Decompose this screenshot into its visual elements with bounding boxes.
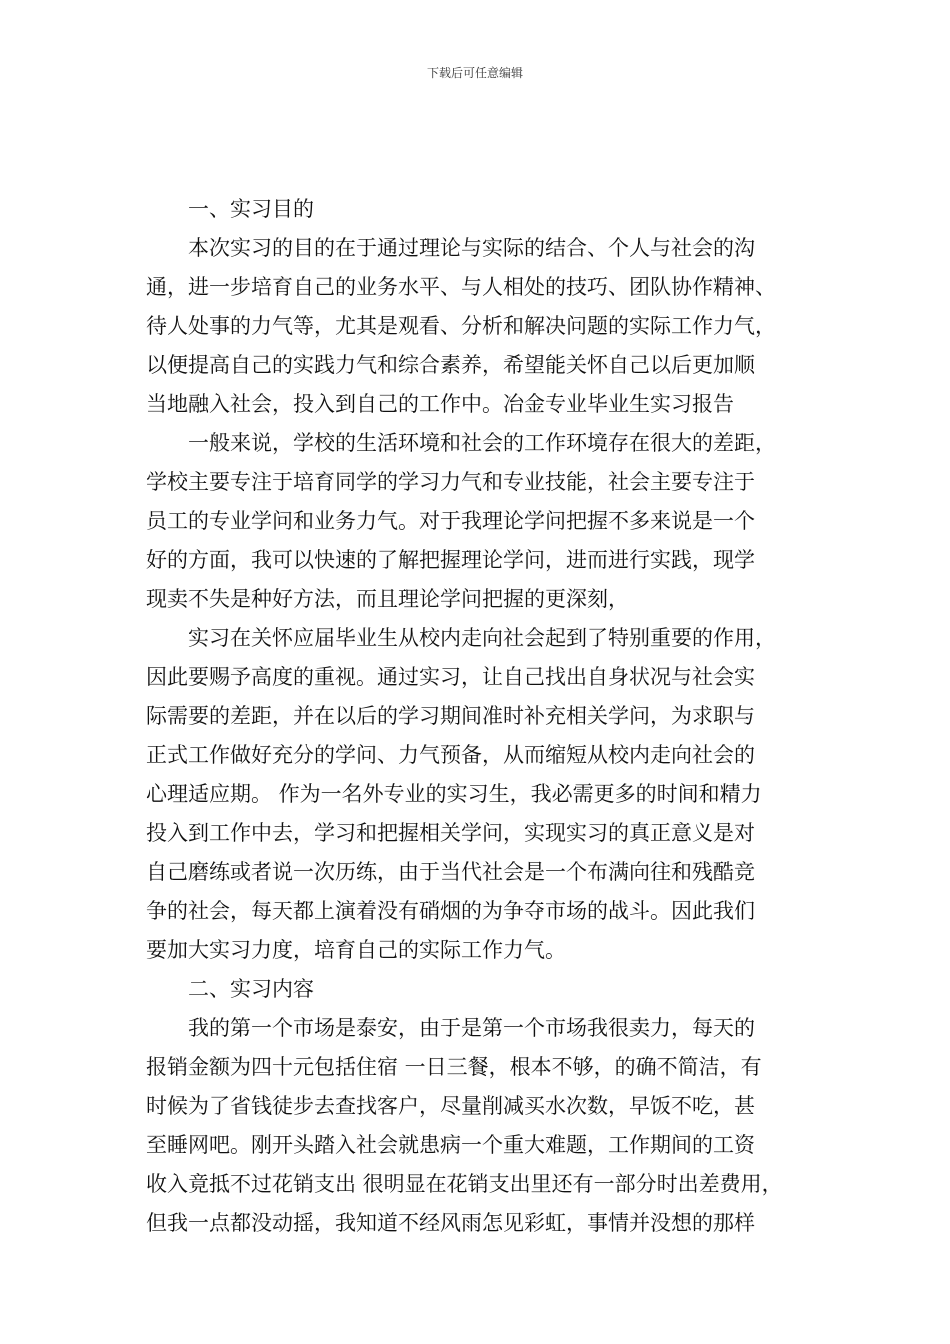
text-line: 自己磨练或者说一次历练，由于当代社会是一个布满向往和残酷竞 [146, 860, 755, 884]
text-line: 争的社会，每天都上演着没有硝烟的为争夺市场的战斗。因此我们 [146, 899, 755, 923]
text-line: 至睡网吧。刚开头踏入社会就患病一个重大难题，工作期间的工资 [146, 1133, 755, 1157]
text-line: 实习在关怀应届毕业生从校内走向社会起到了特别重要的作用， [188, 626, 776, 650]
text-line: 心理适应期。 作为一名外专业的实习生，我必需更多的时间和精力 [146, 782, 762, 806]
text-line: 但我一点都没动摇，我知道不经风雨怎见彩虹，事情并没想的那样 [146, 1211, 755, 1235]
text-line: 通，进一步培育自己的业务水平、与人相处的技巧、团队协作精神、 [146, 275, 776, 299]
text-line: 报销金额为四十元包括住宿 一日三餐，根本不够，的确不简洁，有 [146, 1055, 762, 1079]
text-line: 我的第一个市场是泰安，由于是第一个市场我很卖力，每天的 [188, 1016, 755, 1040]
text-line: 待人处事的力气等，尤其是观看、分析和解决问题的实际工作力气， [146, 314, 776, 338]
text-line: 二、实习内容 [188, 977, 314, 1001]
text-line: 好的方面，我可以快速的了解把握理论学问，进而进行实践，现学 [146, 548, 755, 572]
text-line: 现卖不失是种好方法，而且理论学问把握的更深刻， [146, 587, 629, 611]
text-line: 当地融入社会，投入到自己的工作中。冶金专业毕业生实习报告 [146, 392, 734, 416]
text-line: 本次实习的目的在于通过理论与实际的结合、个人与社会的沟 [188, 236, 755, 260]
text-line: 时候为了省钱徒步去查找客户，尽量削减买水次数，早饭不吃，甚 [146, 1094, 755, 1118]
text-line: 要加大实习力度，培育自己的实际工作力气。 [146, 938, 566, 962]
text-line: 收入竟抵不过花销支出 很明显在花销支出里还有一部分时出差费用， [146, 1172, 783, 1196]
text-line: 以便提高自己的实践力气和综合素养，希望能关怀自己以后更加顺 [146, 353, 755, 377]
text-line: 一、实习目的 [188, 197, 314, 221]
page-header: 下载后可任意编辑 [426, 66, 523, 80]
text-line: 一般来说，学校的生活环境和社会的工作环境存在很大的差距， [188, 431, 776, 455]
text-line: 学校主要专注于培育同学的学习力气和专业技能，社会主要专注于 [146, 470, 755, 494]
text-line: 正式工作做好充分的学问、力气预备，从而缩短从校内走向社会的 [146, 743, 755, 767]
text-line: 因此要赐予高度的重视。通过实习，让自己找出自身状况与社会实 [146, 665, 755, 689]
text-line: 际需要的差距，并在以后的学习期间准时补充相关学问，为求职与 [146, 704, 755, 728]
document-body [146, 190, 808, 1243]
text-line: 员工的专业学问和业务力气。对于我理论学问把握不多来说是一个 [146, 509, 755, 533]
text-line: 投入到工作中去，学习和把握相关学问，实现实习的真正意义是对 [146, 821, 755, 845]
